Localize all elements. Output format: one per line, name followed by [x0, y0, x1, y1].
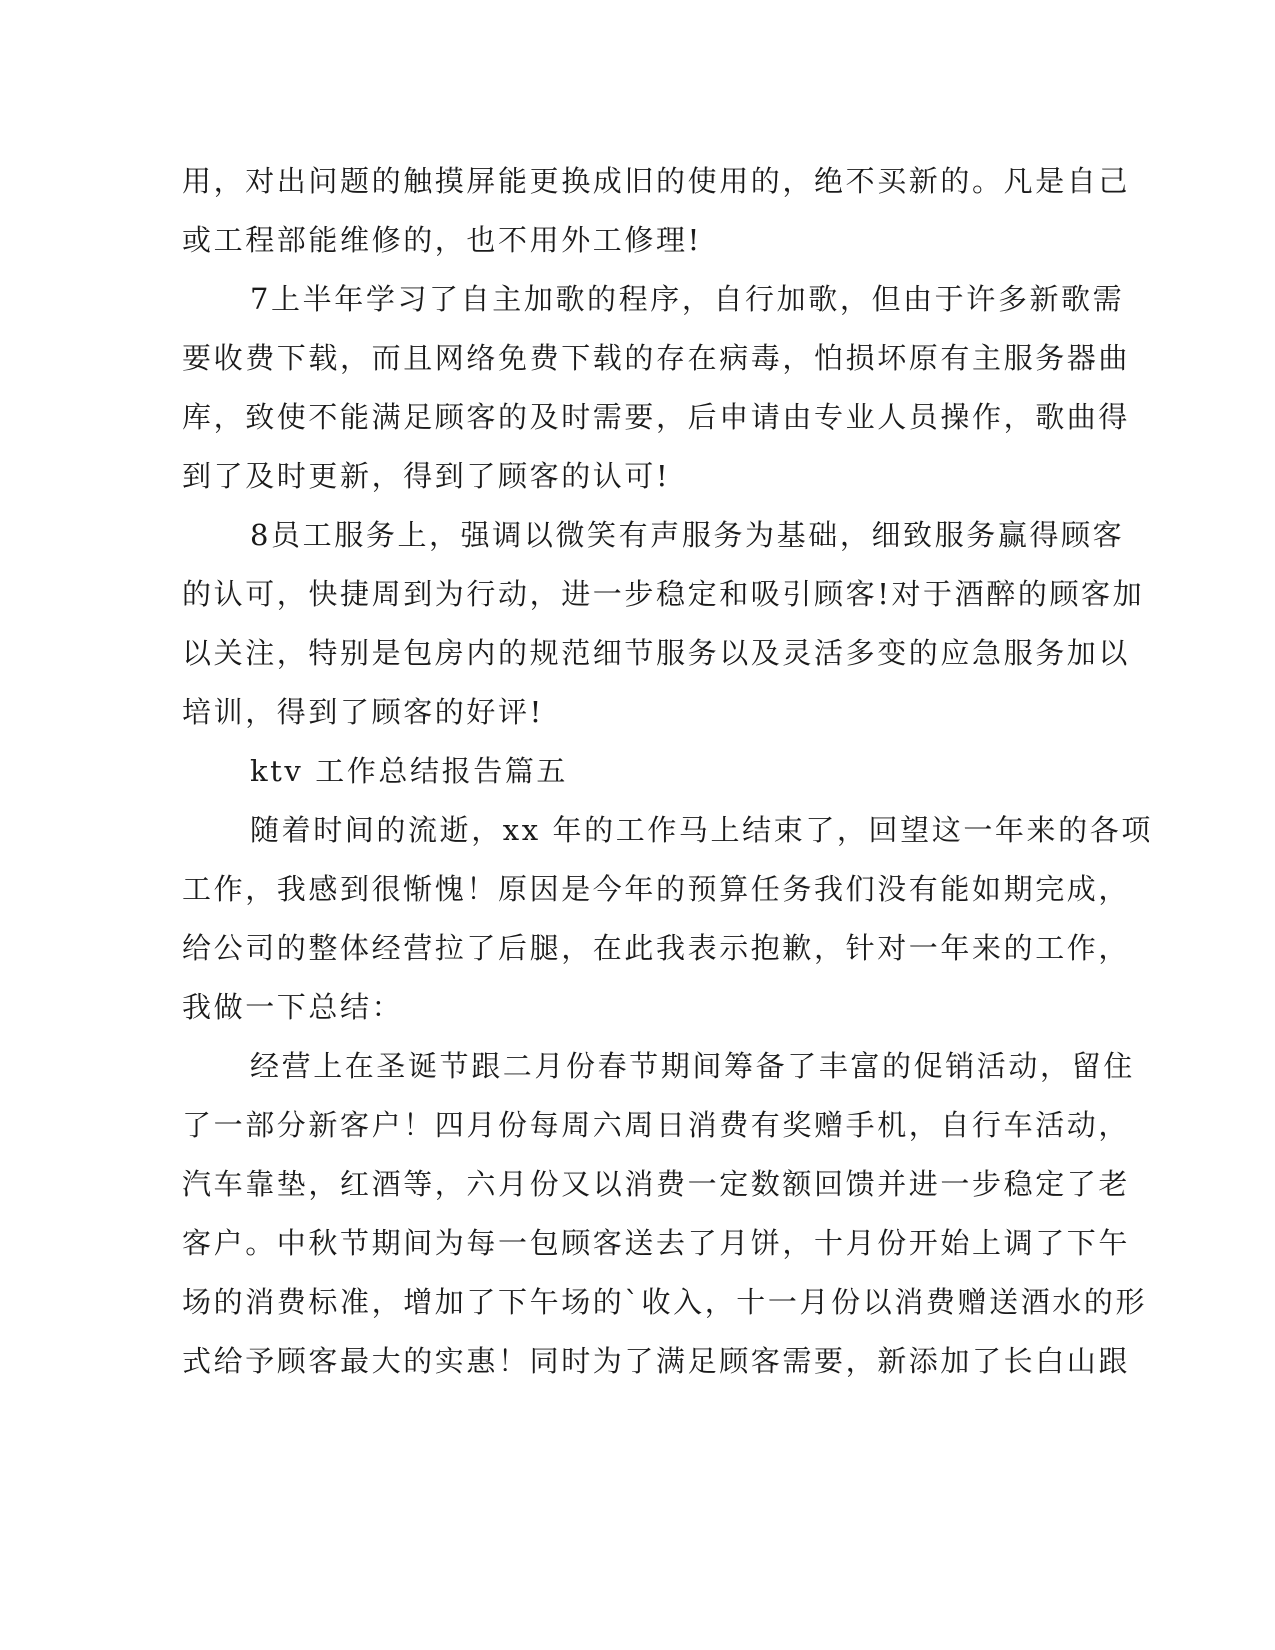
text-line: 库，致使不能满足顾客的及时需要，后申请由专业人员操作，歌曲得 [182, 400, 1131, 434]
text-line: 到了及时更新，得到了顾客的认可! [182, 459, 671, 493]
text-line: 了一部分新客户！四月份每周六周日消费有奖赠手机，自行车活动， [182, 1108, 1131, 1142]
text-line: 要收费下载，而且网络免费下载的存在病毒，怕损坏原有主服务器曲 [182, 341, 1131, 375]
text-line: 汽车靠垫，红酒等，六月份又以消费一定数额回馈并进一步稳定了老 [182, 1167, 1131, 1201]
text-line: 的认可，快捷周到为行动，进一步稳定和吸引顾客!对于酒醉的顾客加 [182, 577, 1145, 611]
text-line: 我做一下总结： [182, 990, 404, 1024]
text-line: 式给予顾客最大的实惠！同时为了满足顾客需要，新添加了长白山跟 [182, 1344, 1131, 1378]
text-line: 培训，得到了顾客的好评! [182, 695, 544, 729]
section-heading: ktv 工作总结报告篇五 [250, 754, 569, 788]
text-line: 8员工服务上，强调以微笑有声服务为基础，细致服务赢得顾客 [250, 518, 1125, 552]
text-line: 工作，我感到很惭愧！原因是今年的预算任务我们没有能如期完成， [182, 872, 1131, 906]
text-line: 以关注，特别是包房内的规范细节服务以及灵活多变的应急服务加以 [182, 636, 1131, 670]
text-line: 场的消费标准，增加了下午场的`收入，十一月份以消费赠送酒水的形 [182, 1285, 1148, 1319]
text-line: 经营上在圣诞节跟二月份春节期间筹备了丰富的促销活动，留住 [250, 1049, 1135, 1083]
text-line: 随着时间的流逝，xx 年的工作马上结束了，回望这一年来的各项 [250, 813, 1153, 847]
text-line: 客户。中秋节期间为每一包顾客送去了月饼，十月份开始上调了下午 [182, 1226, 1131, 1260]
text-line: 用，对出问题的触摸屏能更换成旧的使用的，绝不买新的。凡是自己 [182, 164, 1131, 198]
text-line: 给公司的整体经营拉了后腿，在此我表示抱歉，针对一年来的工作， [182, 931, 1131, 965]
text-line: 或工程部能维修的，也不用外工修理! [182, 223, 702, 257]
text-line: 7上半年学习了自主加歌的程序，自行加歌，但由于许多新歌需 [250, 282, 1125, 316]
